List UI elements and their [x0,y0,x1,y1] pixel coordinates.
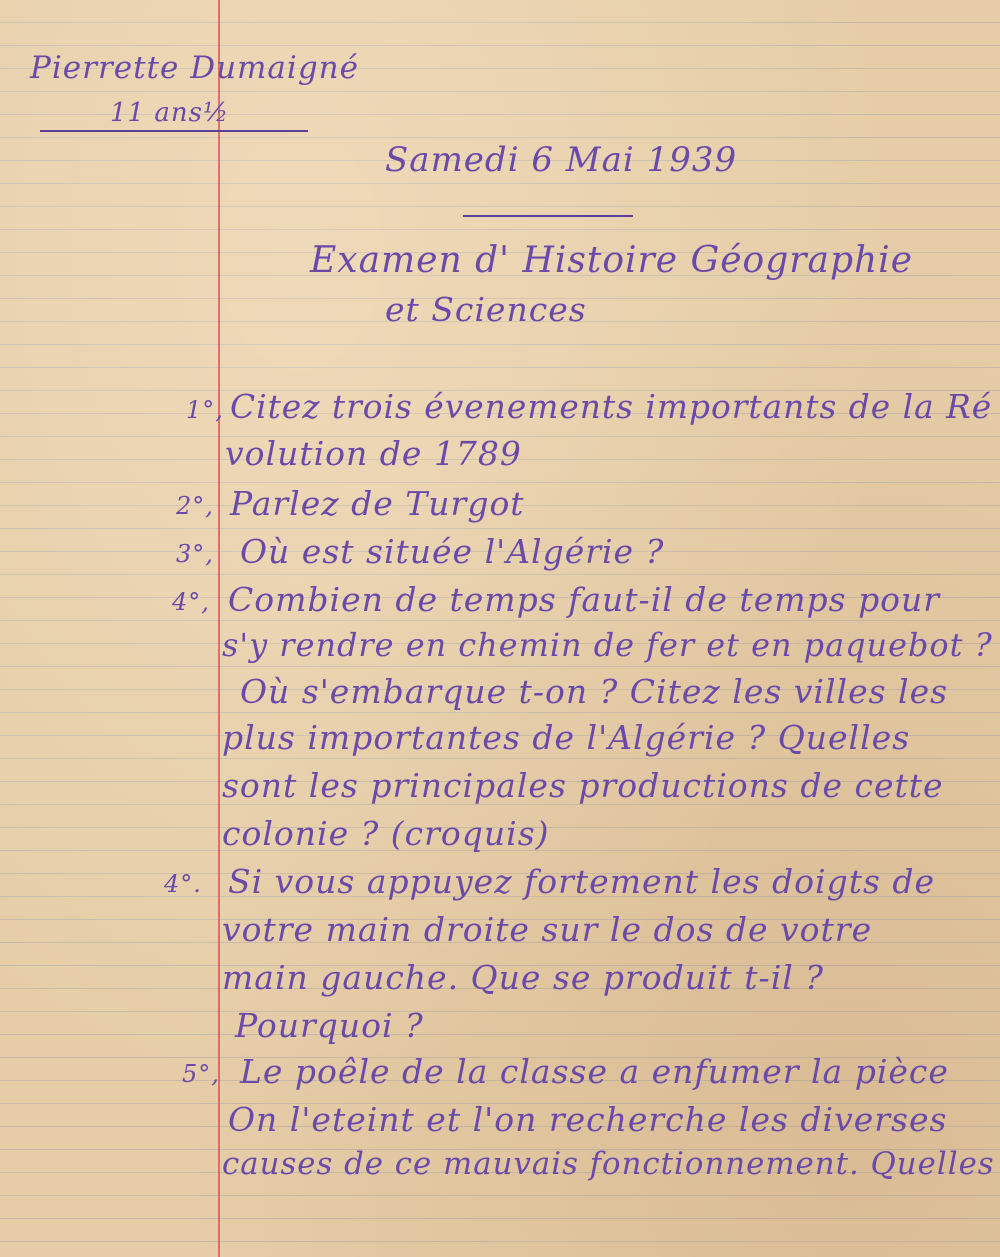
question-4-line-3: Où s'embarque t-on ? Citez les villes les [240,672,949,711]
question-5-line-4: Pourquoi ? [235,1006,424,1045]
question-1-line-1: Citez trois évenements importants de la Ré [230,388,993,426]
question-4-line-6: colonie ? (croquis) [222,814,550,853]
question-4-line-2: s'y rendre en chemin de fer et en paquebot ? [222,626,993,664]
exam-date: Samedi 6 Mai 1939 [385,140,738,180]
question-6-line-1: Le poêle de la classe a enfumer la pièce [240,1052,949,1091]
question-6-line-3: causes de ce mauvais fonctionnement. Quelles [222,1146,995,1182]
question-4-number: 4°, [172,588,210,616]
question-1-line-2: volution de 1789 [225,434,522,473]
question-3-number: 3°, [176,540,214,568]
title-divider [463,215,633,217]
question-4-line-4: plus importantes de l'Algérie ? Quelles [222,718,911,757]
question-6-number: 5°, [182,1060,220,1088]
question-4-line-5: sont les principales productions de cette [222,766,944,805]
exam-title-line2: et Sciences [385,290,587,329]
question-6-line-2: On l'eteint et l'on recherche les diverses [228,1100,948,1139]
question-5-number: 4°. [164,870,202,898]
header-underline [40,130,308,132]
question-2-number: 2°, [176,492,214,520]
question-5-line-1: Si vous appuyez fortement les doigts de [228,862,936,901]
student-name: Pierrette Dumaigné [30,50,359,86]
student-age: 11 ans½ [110,98,230,128]
question-2-line-1: Parlez de Turgot [230,484,525,523]
question-3-line-1: Où est située l'Algérie ? [240,532,665,571]
question-1-number: 1°, [186,396,224,424]
question-5-line-3: main gauche. Que se produit t-il ? [222,958,824,997]
exam-title-line1: Examen d' Histoire Géographie [310,240,913,281]
question-4-line-1: Combien de temps faut-il de temps pour [228,580,941,619]
question-5-line-2: votre main droite sur le dos de votre [222,910,873,949]
